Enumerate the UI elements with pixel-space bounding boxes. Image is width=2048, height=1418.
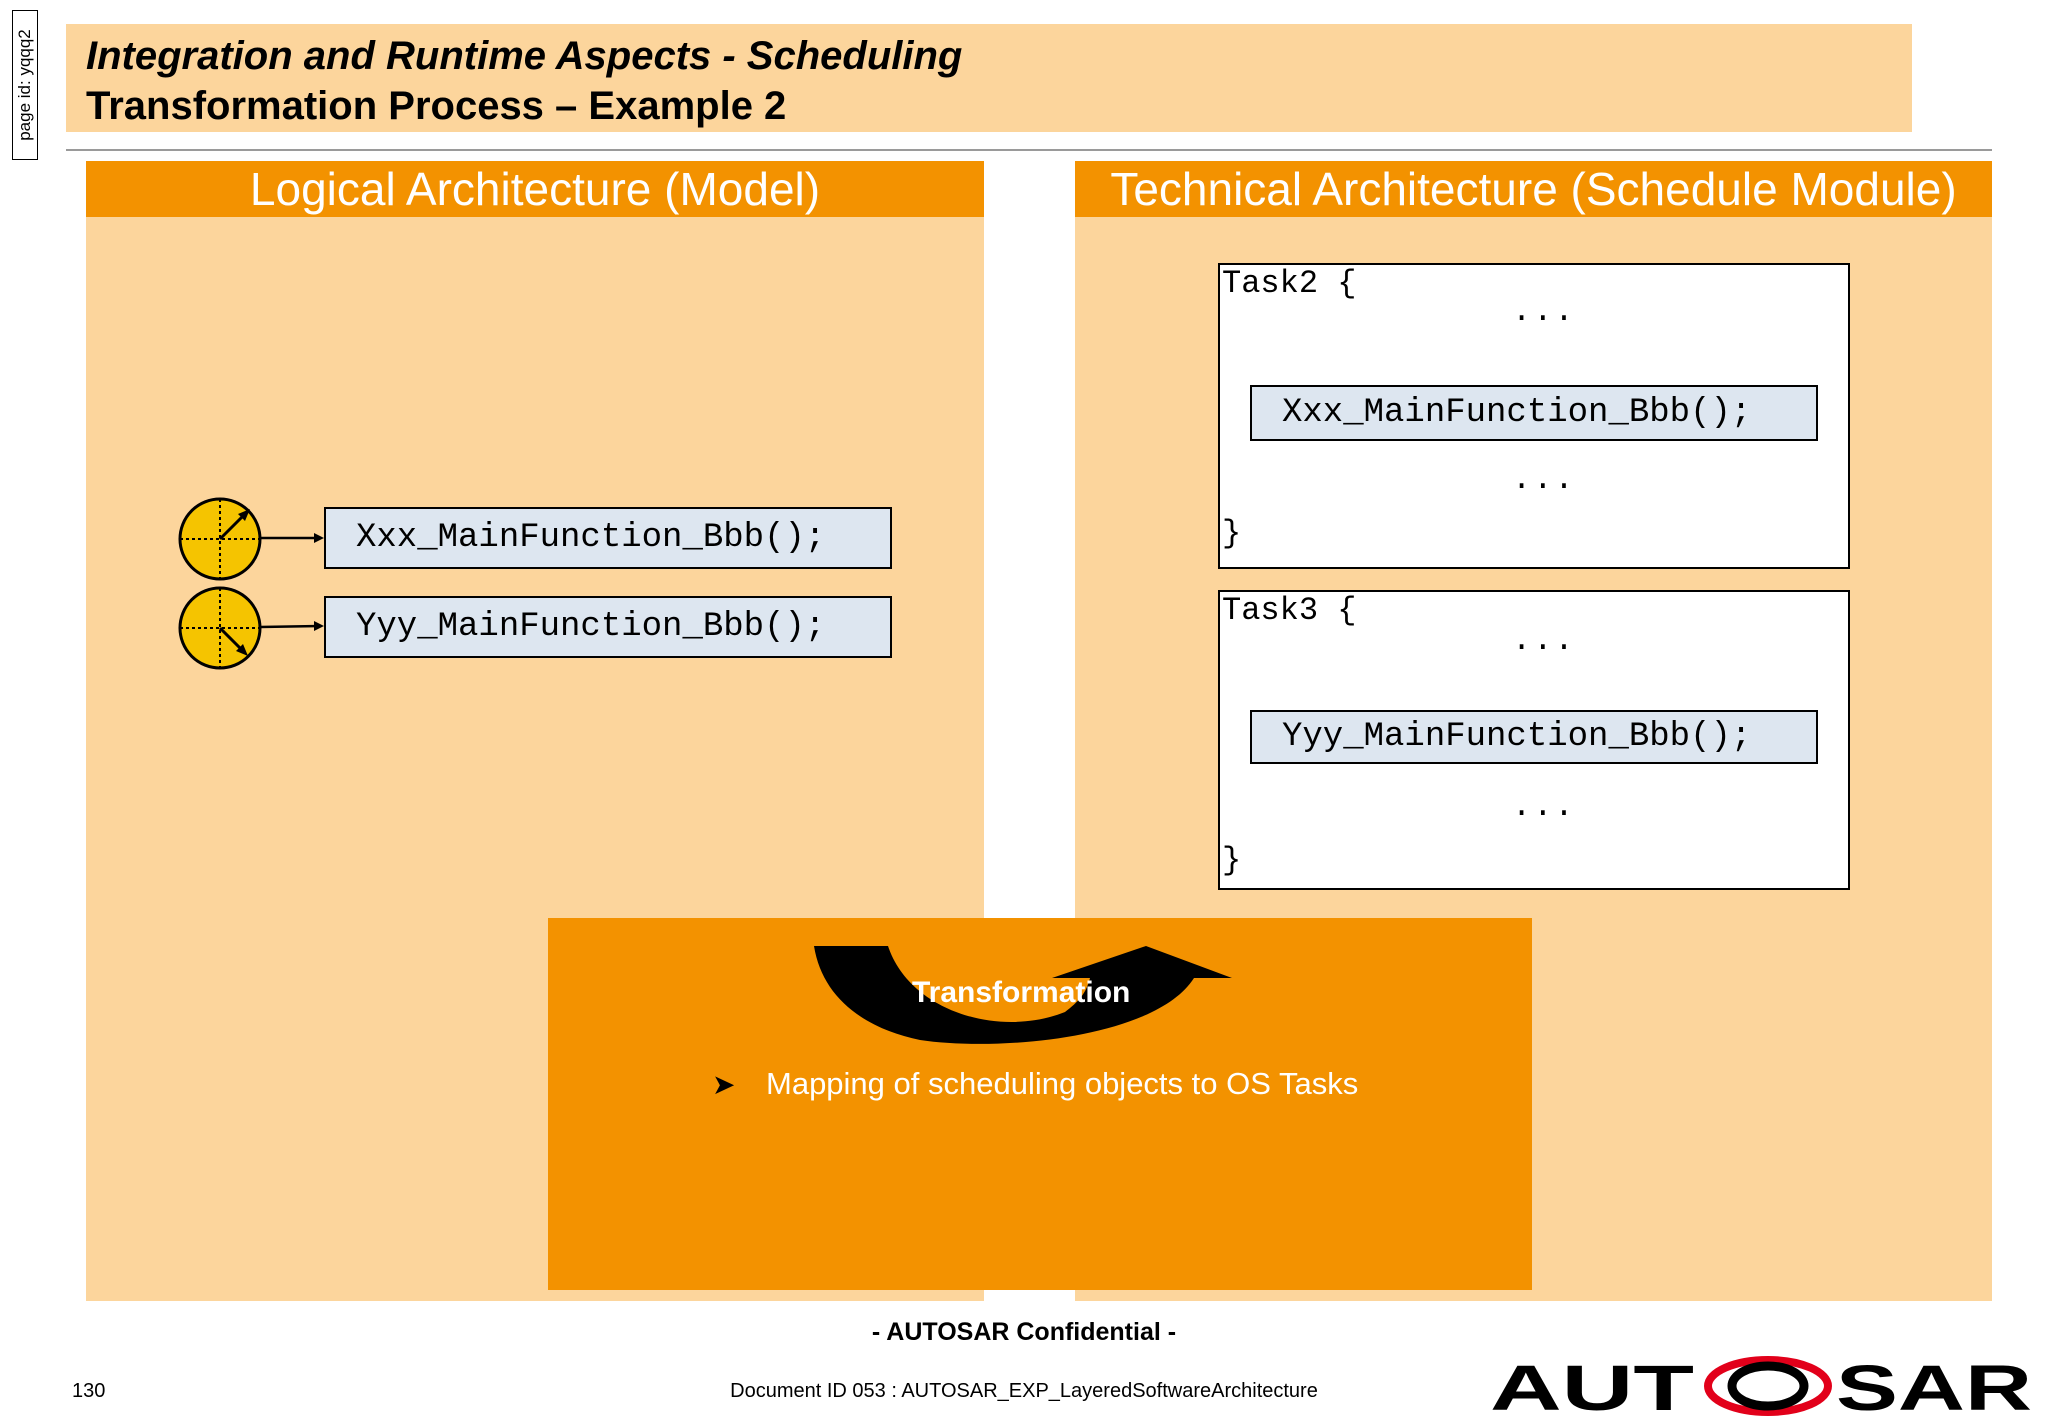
ellipsis: ... [1512, 788, 1576, 825]
function-label-xxx: Xxx_MainFunction_Bbb(); [1282, 394, 1752, 432]
transformation-label: Transformation [912, 976, 1131, 1009]
page-id-text: page id: yqqq2 [15, 29, 34, 141]
function-box-yyy-task3 [1250, 710, 1818, 764]
page-title: Integration and Runtime Aspects - Scheduling [86, 34, 963, 78]
confidential-notice: - AUTOSAR Confidential - [871, 1318, 1177, 1346]
title-divider [66, 149, 1992, 151]
ellipsis: ... [1512, 293, 1576, 330]
logical-architecture-heading: Logical Architecture (Model) [86, 161, 984, 217]
arrow-right-icon [260, 533, 324, 631]
closing-brace: } [1222, 515, 1242, 552]
function-label-xxx: Xxx_MainFunction_Bbb(); [356, 519, 826, 557]
function-box-xxx-task2 [1250, 385, 1818, 441]
transformation-bullet-text: Mapping of scheduling objects to OS Tasks [766, 1066, 1359, 1101]
function-label-yyy: Yyy_MainFunction_Bbb(); [356, 608, 826, 646]
task-label: Task2 { [1222, 265, 1357, 302]
function-label-yyy: Yyy_MainFunction_Bbb(); [1282, 718, 1752, 756]
clock-icon [180, 499, 260, 579]
page-id-tag [12, 10, 38, 160]
task-label: Task3 { [1222, 592, 1357, 629]
ellipsis: ... [1512, 622, 1576, 659]
function-box-xxx [324, 507, 892, 569]
closing-brace: } [1222, 842, 1242, 879]
autosar-logo [1490, 1352, 2040, 1416]
page-number: 130 [72, 1380, 106, 1402]
function-box-yyy [324, 596, 892, 658]
clock-icon [180, 588, 260, 668]
technical-architecture-heading: Technical Architecture (Schedule Module) [1075, 161, 1992, 217]
autosar-logo-o-mark [1708, 1360, 1828, 1412]
clock-connectors [176, 496, 336, 672]
page-subtitle: Transformation Process – Example 2 [86, 84, 787, 128]
arrowhead-bullet-icon: ➤ [712, 1069, 736, 1100]
document-id: Document ID 053 : AUTOSAR_EXP_LayeredSoftwareArchitecture [730, 1380, 1318, 1402]
svg-text:AUT: AUT [1490, 1352, 1694, 1416]
svg-text:SAR: SAR [1836, 1352, 2032, 1416]
task-box-task3 [1218, 590, 1850, 890]
task-box-task2 [1218, 263, 1850, 569]
ellipsis: ... [1512, 461, 1576, 498]
